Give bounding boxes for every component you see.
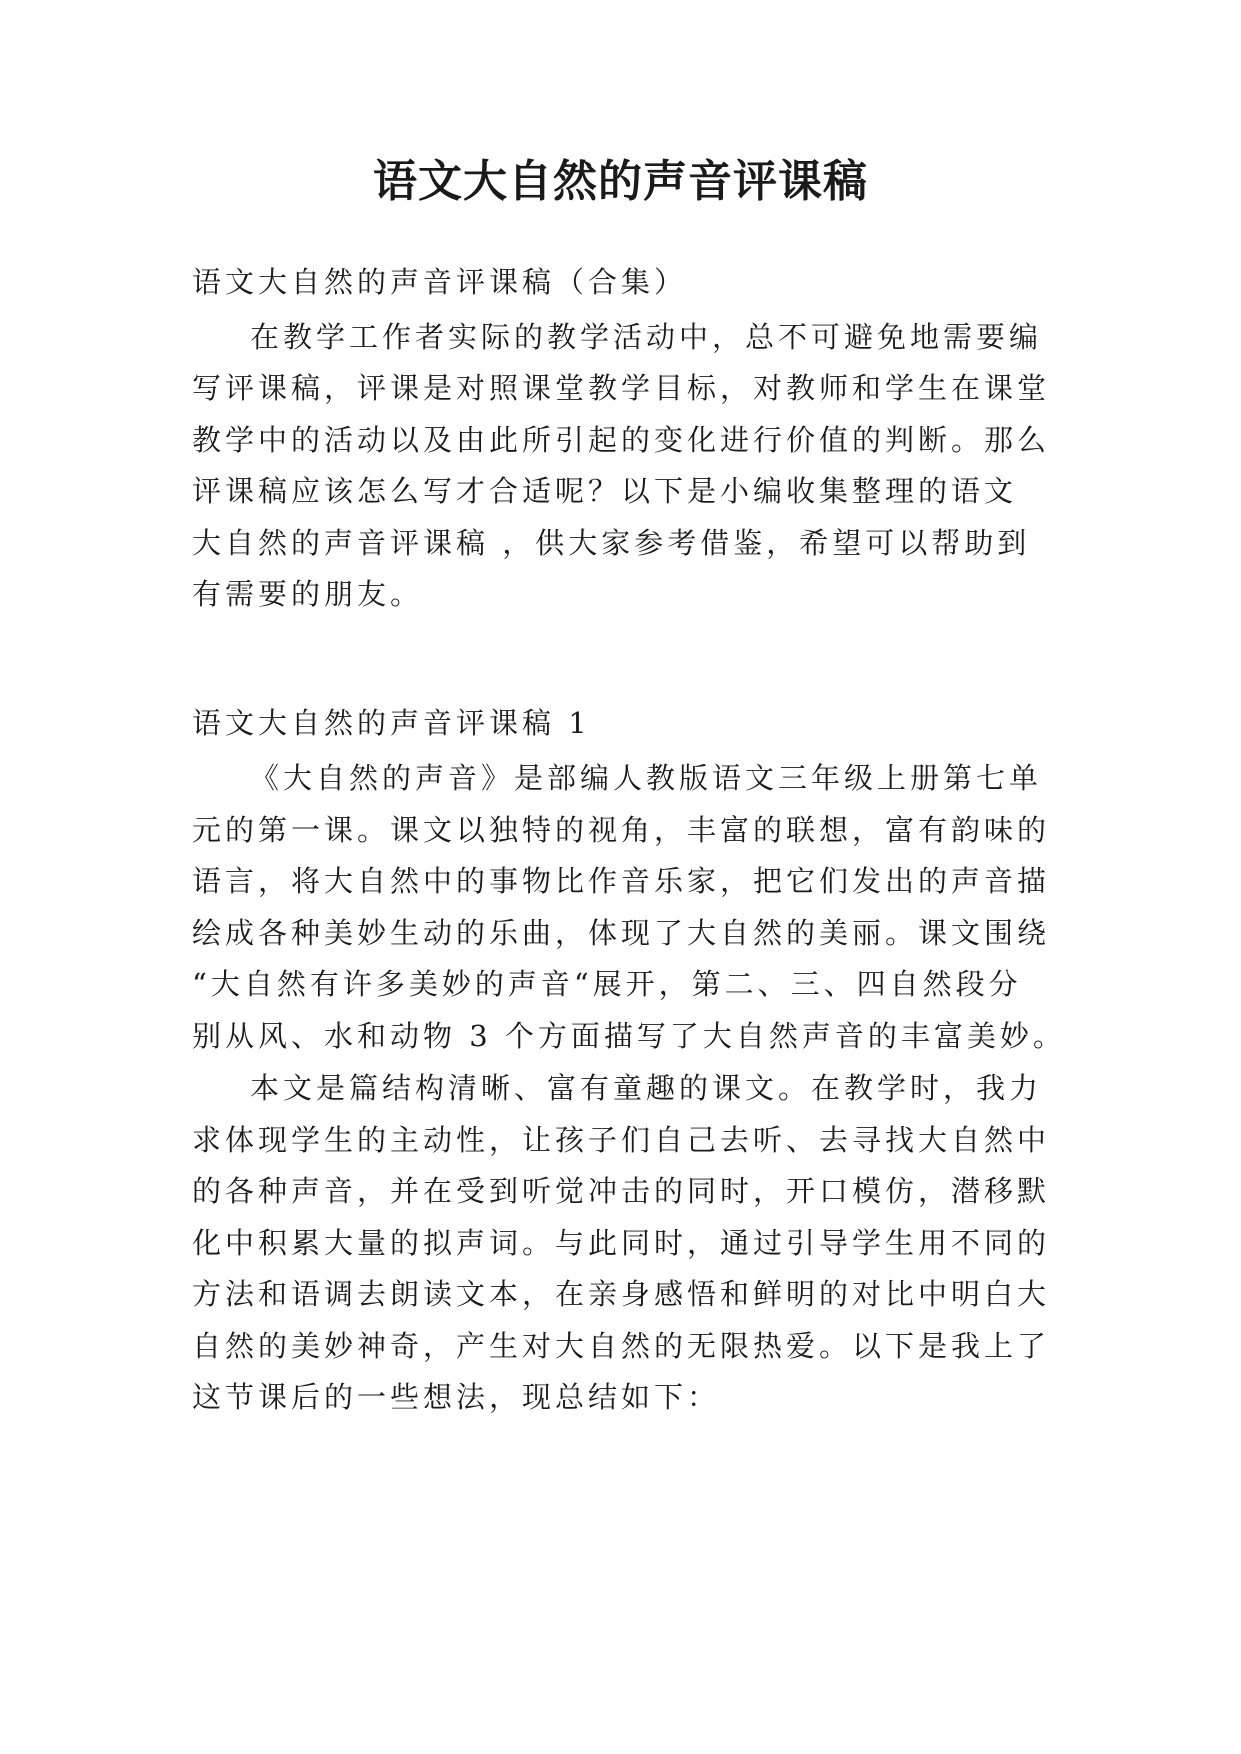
intro-line: 在教学工作者实际的教学活动中，总不可避免地需要编 bbox=[250, 320, 1043, 354]
paragraph-line: “大自然有许多美妙的声音“展开，第二、三、四自然段分 bbox=[192, 967, 1022, 1001]
paragraph-line: 求体现学生的主动性，让孩子们自己去听、去寻找大自然中 bbox=[192, 1123, 1051, 1157]
intro-line: 教学中的活动以及由此所引起的变化进行价值的判断。那么 bbox=[192, 423, 1051, 457]
paragraph-line: 方法和语调去朗读文本，在亲身感悟和鲜明的对比中明白大 bbox=[192, 1277, 1051, 1311]
paragraph-line: 自然的美妙神奇，产生对大自然的无限热爱。以下是我上了 bbox=[192, 1329, 1051, 1363]
paragraph-line: 化中积累大量的拟声词。与此同时，通过引导学生用不同的 bbox=[192, 1226, 1051, 1260]
paragraph-line: 别从风、水和动物 3 个方面描写了大自然声音的丰富美妙。 bbox=[192, 1019, 1066, 1053]
paragraph-line: 绘成各种美妙生动的乐曲，体现了大自然的美丽。课文围绕 bbox=[192, 916, 1051, 950]
intro-line: 写评课稿，评课是对照课堂教学目标，对教师和学生在课堂 bbox=[192, 371, 1051, 405]
intro-line: 评课稿应该怎么写才合适呢？以下是小编收集整理的语文 bbox=[192, 474, 1018, 508]
paragraph-line: 的各种声音，并在受到听觉冲击的同时，开口模仿，潜移默 bbox=[192, 1174, 1051, 1208]
paragraph-line: 《大自然的声音》是部编人教版语文三年级上册第七单 bbox=[250, 761, 1043, 795]
document-title: 语文大自然的声音评课稿 bbox=[373, 156, 868, 207]
intro-line: 有需要的朋友。 bbox=[192, 577, 424, 611]
paragraph-line: 元的第一课。课文以独特的视角，丰富的联想，富有韵味的 bbox=[192, 813, 1051, 847]
intro-heading: 语文大自然的声音评课稿（合集） bbox=[192, 265, 688, 299]
paragraph-line: 本文是篇结构清晰、富有童趣的课文。在教学时，我力 bbox=[250, 1071, 1043, 1105]
section-heading: 语文大自然的声音评课稿 1 bbox=[192, 706, 591, 740]
paragraph-line: 这节课后的一些想法，现总结如下： bbox=[192, 1380, 721, 1414]
paragraph-line: 语言，将大自然中的事物比作音乐家，把它们发出的声音描 bbox=[192, 864, 1051, 898]
intro-line: 大自然的声音评课稿 ，供大家参考借鉴，希望可以帮助到 bbox=[192, 526, 1031, 560]
